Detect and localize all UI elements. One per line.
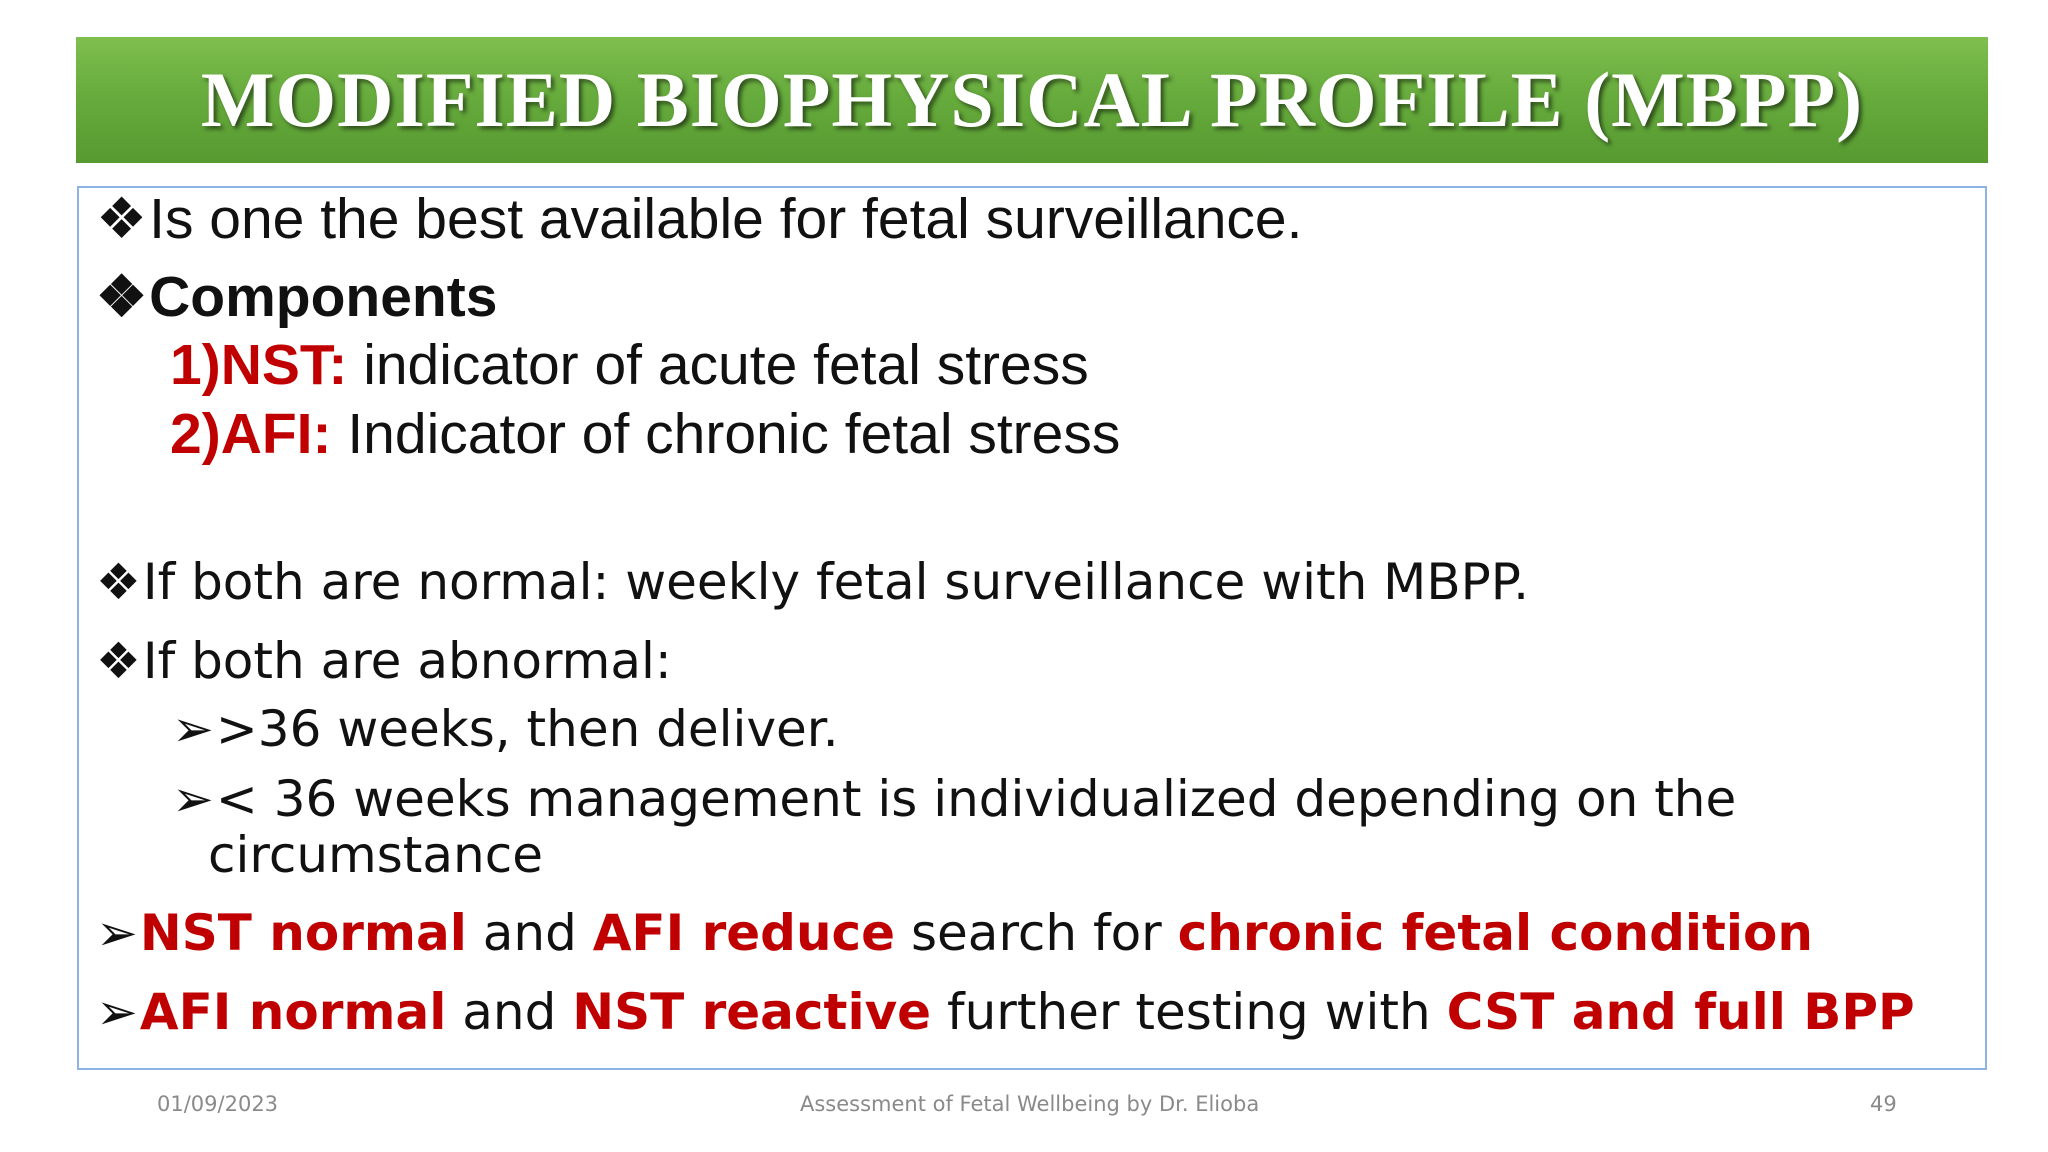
rule-term: NST reactive	[572, 983, 932, 1041]
rule-term: AFI reduce	[592, 904, 896, 962]
line-surveillance-text: Is one the best available for fetal surveillance.	[149, 187, 1303, 251]
bullet-line-both-abnormal	[96, 632, 672, 690]
arrow-bullet-icon: ➢	[172, 770, 214, 828]
rule-term: chronic fetal condition	[1177, 904, 1814, 962]
component-term: NST:	[220, 333, 348, 397]
footer-caption: Assessment of Fetal Wellbeing by Dr. Elioba	[800, 1092, 1260, 1116]
components-heading: Components	[149, 265, 498, 329]
rule-connector: search for	[895, 904, 1178, 962]
sub-item-continuation-text: circumstance	[208, 826, 543, 884]
rule-connector: and	[446, 983, 573, 1041]
both-abnormal-text: If both are abnormal:	[142, 632, 672, 690]
diamond-bullet-icon: ❖	[96, 553, 141, 611]
rule-connector: and	[466, 904, 593, 962]
rule-term: NST normal	[139, 904, 467, 962]
sub-item-text: >36 weeks, then deliver.	[215, 700, 839, 758]
footer-page-number: 49	[1870, 1092, 1897, 1116]
diamond-bullet-icon: ❖	[96, 632, 141, 690]
component-description: indicator of acute fetal stress	[347, 333, 1089, 397]
component-term: AFI:	[220, 402, 332, 466]
diamond-bullet-icon: ❖	[96, 265, 148, 329]
bullet-line-surveillance	[96, 186, 1302, 252]
footer-date: 01/09/2023	[157, 1092, 279, 1116]
sub-item-continuation	[208, 826, 543, 884]
rule-line-chronic	[96, 904, 1813, 962]
rule-term: CST and full BPP	[1446, 983, 1915, 1041]
component-item-afi	[170, 401, 1120, 467]
title-bar	[76, 37, 1988, 163]
rule-connector: further testing with	[931, 983, 1447, 1041]
component-number: 1)	[170, 333, 221, 397]
arrow-bullet-icon: ➢	[172, 700, 214, 758]
component-number: 2)	[170, 402, 221, 466]
sub-item-individualized	[172, 770, 1736, 828]
diamond-bullet-icon: ❖	[96, 187, 148, 251]
sub-item-deliver	[172, 700, 839, 758]
arrow-bullet-icon: ➢	[96, 983, 138, 1041]
sub-item-text: < 36 weeks management is individualized depending on the	[215, 770, 1737, 828]
slide-title: MODIFIED BIOPHYSICAL PROFILE (MBPP)	[200, 56, 1864, 143]
bullet-line-both-normal	[96, 553, 1529, 611]
component-description: Indicator of chronic fetal stress	[331, 402, 1121, 466]
both-normal-text: If both are normal: weekly fetal surveillance with MBPP.	[142, 553, 1530, 611]
arrow-bullet-icon: ➢	[96, 904, 138, 962]
rule-term: AFI normal	[139, 983, 447, 1041]
bullet-line-components	[96, 264, 497, 330]
rule-line-cst	[96, 983, 1915, 1041]
component-item-nst	[170, 332, 1089, 398]
